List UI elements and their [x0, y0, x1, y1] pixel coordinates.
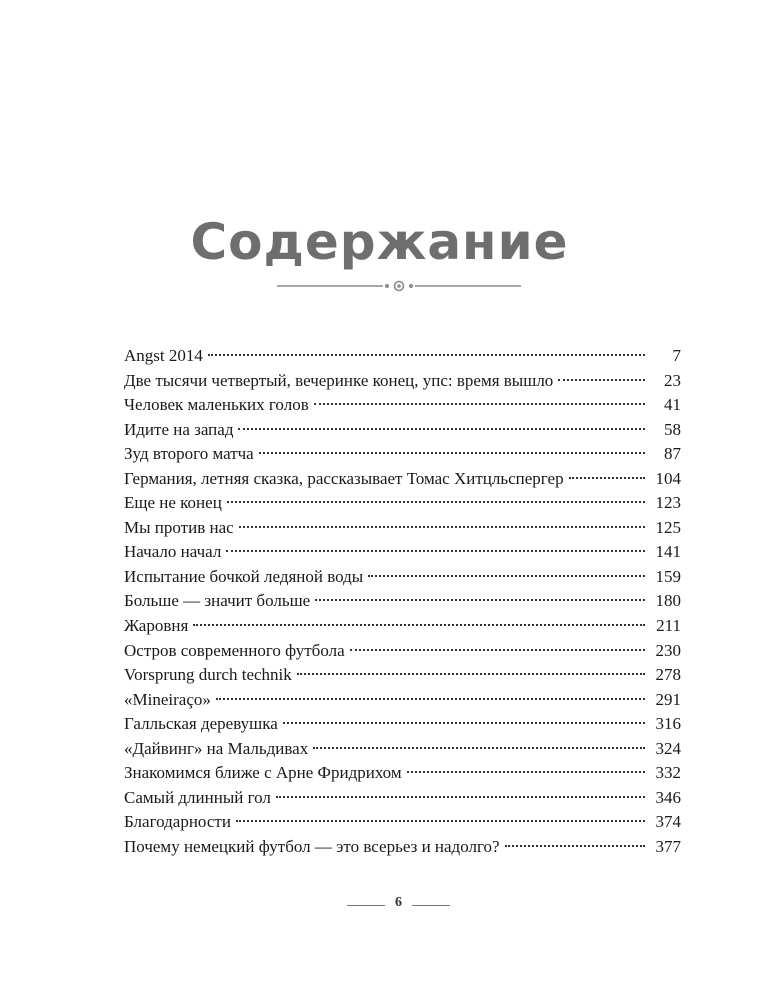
toc-entry-page: 104 — [655, 468, 681, 488]
page-number: 6 — [395, 895, 402, 910]
toc-entry[interactable] — [124, 663, 681, 688]
footer-rule-left — [347, 905, 385, 906]
toc-dot-leader — [505, 845, 645, 847]
toc-entry-page: 324 — [655, 738, 681, 758]
toc-dot-leader — [193, 624, 645, 626]
toc-entry-title: «Дайвинг» на Мальдивах — [124, 738, 309, 758]
toc-entry-title: Почему немецкий футбол — это всерьез и надолго? — [124, 836, 500, 856]
toc-entry[interactable] — [124, 786, 681, 811]
toc-entry-page: 7 — [672, 346, 681, 365]
toc-entry-page: 41 — [664, 395, 681, 415]
toc-entry-page: 316 — [655, 714, 681, 734]
toc-entry[interactable] — [124, 344, 681, 369]
toc-entry-title: Благодарности — [124, 812, 231, 832]
toc-entry-title: Галльская деревушка — [124, 714, 278, 734]
toc-dot-leader — [216, 698, 645, 700]
toc-dot-leader — [276, 796, 645, 798]
toc-entry-page: 346 — [655, 787, 681, 807]
toc-entry[interactable] — [124, 540, 681, 565]
toc-dot-leader — [226, 550, 645, 552]
toc-entry-page: 374 — [655, 812, 681, 832]
toc-entry[interactable] — [124, 761, 681, 786]
page-title: Содержание — [190, 213, 569, 271]
toc-entry[interactable] — [124, 565, 681, 590]
toc-dot-leader — [208, 354, 645, 356]
toc-entry-title: Знакомимся ближе с Арне Фридрихом — [124, 763, 402, 783]
toc-entry[interactable] — [124, 491, 681, 516]
toc-entry-page: 87 — [664, 444, 681, 464]
toc-dot-leader — [350, 649, 645, 651]
toc-dot-leader — [407, 771, 645, 773]
toc-entry-page: 377 — [655, 836, 681, 856]
toc-entry-page: 332 — [655, 763, 681, 783]
toc-entry-page: 58 — [664, 419, 681, 439]
toc-dot-leader — [238, 428, 645, 430]
toc-entry[interactable] — [124, 688, 681, 713]
title-ornament-divider — [275, 279, 523, 293]
toc-dot-leader — [315, 599, 645, 601]
toc-entry-page: 211 — [656, 616, 681, 636]
toc-entry-page: 230 — [655, 640, 681, 660]
toc-entry-page: 125 — [655, 517, 681, 537]
toc-dot-leader — [283, 722, 645, 724]
toc-entry-title: Еще не конец — [124, 493, 222, 513]
toc-entry[interactable] — [124, 639, 681, 664]
toc-entry[interactable] — [124, 712, 681, 737]
toc-dot-leader — [227, 501, 645, 503]
toc-dot-leader — [313, 747, 645, 749]
toc-entry-title: Германия, летняя сказка, рассказывает Томас Хитцльспергер — [124, 468, 564, 488]
toc-entry-page: 123 — [655, 493, 681, 513]
toc-entry-page: 278 — [655, 665, 681, 685]
toc-dot-leader — [558, 379, 645, 381]
toc-entry-title: Мы против нас — [124, 517, 234, 537]
toc-dot-leader — [314, 403, 645, 405]
toc-dot-leader — [259, 452, 645, 454]
toc-entry-title: Человек маленьких голов — [124, 395, 309, 415]
toc-entry-title: Две тысячи четвертый, вечеринке конец, упс: время вышло — [124, 370, 554, 390]
toc-entry[interactable] — [124, 737, 681, 762]
toc-dot-leader — [239, 526, 645, 528]
toc-entry-title: Самый длинный гол — [124, 787, 271, 807]
toc-entry-title: Зуд второго матча — [124, 444, 254, 464]
toc-entry-page: 180 — [655, 591, 681, 611]
toc-entry-title: Жаровня — [124, 616, 189, 636]
table-of-contents — [124, 344, 681, 859]
toc-entry[interactable] — [124, 393, 681, 418]
toc-dot-leader — [569, 477, 645, 479]
toc-entry[interactable] — [124, 589, 681, 614]
toc-entry-title: Angst 2014 — [124, 346, 203, 365]
toc-dot-leader — [297, 673, 645, 675]
toc-entry-title: Начало начал — [124, 542, 222, 562]
toc-entry-title: Остров современного футбола — [124, 640, 345, 660]
toc-entry-page: 23 — [664, 370, 681, 390]
page-footer — [0, 893, 759, 917]
toc-entry[interactable] — [124, 614, 681, 639]
toc-entry-title: Больше — значит больше — [124, 591, 311, 611]
toc-entry-title: Испытание бочкой ледяной воды — [124, 566, 364, 586]
toc-dot-leader — [368, 575, 645, 577]
toc-entry-title: Идите на запад — [124, 419, 234, 439]
toc-entry[interactable] — [124, 418, 681, 443]
footer-rule-right — [412, 905, 450, 906]
toc-entry-page: 159 — [655, 566, 681, 586]
toc-entry[interactable] — [124, 810, 681, 835]
toc-dot-leader — [236, 820, 645, 822]
toc-entry-page: 141 — [655, 542, 681, 562]
toc-entry[interactable] — [124, 835, 681, 860]
toc-entry[interactable] — [124, 467, 681, 492]
toc-entry[interactable] — [124, 369, 681, 394]
toc-entry-page: 291 — [655, 689, 681, 709]
toc-entry[interactable] — [124, 516, 681, 541]
toc-entry[interactable] — [124, 442, 681, 467]
toc-entry-title: «Mineiraço» — [124, 689, 211, 709]
toc-entry-title: Vorsprung durch technik — [124, 665, 292, 685]
